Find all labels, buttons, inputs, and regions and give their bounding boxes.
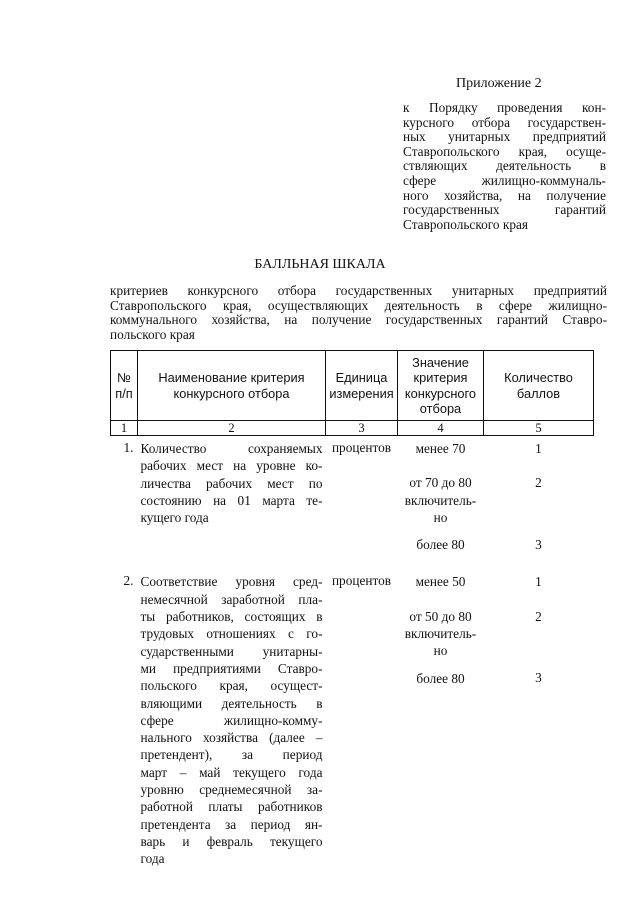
- criterion-scores: [484, 569, 594, 867]
- table-header-row: [111, 351, 594, 421]
- appendix-reference: [403, 101, 606, 232]
- criterion-name-line: польского края, осущест-: [140, 678, 323, 694]
- criterion-score: 1: [535, 441, 542, 456]
- table-row: [111, 436, 594, 554]
- criterion-name-line: вляющими деятельность в: [140, 695, 323, 711]
- criterion-score: 1: [535, 574, 542, 590]
- column-number: 4: [398, 421, 484, 436]
- criterion-name-line: кущего года: [140, 510, 209, 526]
- appendix-line: к Порядку проведения кон-: [403, 100, 606, 115]
- appendix-title: Приложение 2: [456, 76, 542, 91]
- criteria-table: [110, 350, 594, 868]
- criterion-name-line: состоянию на 01 марта те-: [140, 492, 323, 508]
- criterion-name-line: сударственными унитарны-: [140, 643, 323, 659]
- criterion-name-line: Соответствие уровня сред-: [140, 574, 323, 590]
- appendix-line: курсного отбора государствен-: [403, 114, 606, 130]
- header-unit: Единица измерения: [326, 351, 398, 421]
- subtitle-line: коммунального хозяйства, на получение государственных гарантий Ставро-: [110, 312, 607, 328]
- criterion-name-line: нального хозяйства (далее –: [140, 730, 323, 746]
- criterion-name-line: уровню среднемесячной за-: [140, 782, 323, 798]
- column-number: 3: [326, 421, 398, 436]
- criterion-value: более 80: [416, 537, 465, 553]
- header-criterion-name: Наименование критерия конкурсного отбора: [138, 351, 326, 421]
- header-score: Количество баллов: [484, 351, 594, 421]
- criterion-score: 2: [535, 475, 542, 491]
- criterion-name-line: сфере жилищно-комму-: [140, 712, 323, 728]
- document-subtitle: [110, 284, 607, 342]
- appendix-line: Ставропольского края: [403, 216, 528, 232]
- column-number: 1: [111, 421, 138, 436]
- criterion-name-line: года: [140, 851, 165, 867]
- criterion-name-line: работной платы работников: [140, 799, 323, 815]
- criterion-values: [398, 569, 484, 867]
- header-number: № п/п: [111, 351, 138, 421]
- criterion-name-line: претендента за период ян-: [140, 816, 323, 832]
- appendix-line: ствляющих деятельность в: [403, 158, 606, 174]
- criterion-value: менее 70: [415, 441, 466, 456]
- criterion-name-line: ми предприятиями Ставро-: [140, 660, 323, 676]
- criterion-scores: [484, 436, 594, 554]
- appendix-line: Ставропольского края, осуще-: [403, 143, 606, 159]
- criterion-name-line: ты работников, состоящих в: [140, 609, 323, 625]
- criterion-unit: процентов: [331, 440, 392, 455]
- header-value: Значение критерия конкурсного отбора: [398, 351, 484, 421]
- row-spacer: [111, 553, 594, 569]
- criterion-name-line: немесячной заработной пла-: [140, 591, 323, 607]
- criterion-values: [398, 436, 484, 554]
- criterion-name-line: трудовых отношениях с го-: [140, 626, 323, 642]
- criterion-name: [138, 436, 326, 554]
- document-title: БАЛЛЬНАЯ ШКАЛА: [254, 257, 386, 272]
- subtitle-line: критериев конкурсного отбора государственных унитарных предприятий: [110, 283, 607, 298]
- criterion-number: 2.: [123, 573, 134, 589]
- criterion-name-line: Количество сохраняемых: [140, 441, 323, 456]
- criterion-name: [138, 569, 326, 867]
- criterion-unit: процентов: [331, 573, 392, 589]
- criterion-score: 3: [535, 536, 542, 552]
- appendix-line: государственных гарантий: [403, 202, 606, 218]
- subtitle-line: польского края: [110, 326, 195, 342]
- appendix-line: ного хозяйства, на получение: [403, 187, 606, 203]
- criterion-value: более 80: [416, 670, 465, 686]
- criterion-name-line: варь и февраль текущего: [140, 833, 323, 849]
- table-row: [111, 569, 594, 867]
- column-number: 5: [484, 421, 594, 436]
- column-number: 2: [138, 421, 326, 436]
- criterion-score: 2: [535, 608, 542, 624]
- criterion-value: от 50 до 80 включитель-но: [404, 608, 477, 659]
- criterion-number: 1.: [123, 440, 134, 455]
- criterion-value: менее 50: [415, 574, 466, 590]
- column-number-row: [111, 421, 594, 436]
- criterion-name-line: март – май текущего года: [140, 764, 323, 780]
- criterion-name-line: рабочих мест на уровне ко-: [140, 458, 323, 474]
- criterion-name-line: личества рабочих мест по: [140, 475, 323, 491]
- criterion-name-line: претендент), за период: [140, 747, 323, 763]
- appendix-line: сфере жилищно-коммуналь-: [403, 172, 606, 188]
- criterion-value: от 70 до 80 включитель-но: [404, 475, 477, 525]
- criterion-score: 3: [535, 670, 542, 686]
- appendix-line: ных унитарных предприятий: [403, 129, 606, 145]
- subtitle-line: Ставропольского края, осуществляющих деятельность в сфере жилищно-: [110, 297, 607, 313]
